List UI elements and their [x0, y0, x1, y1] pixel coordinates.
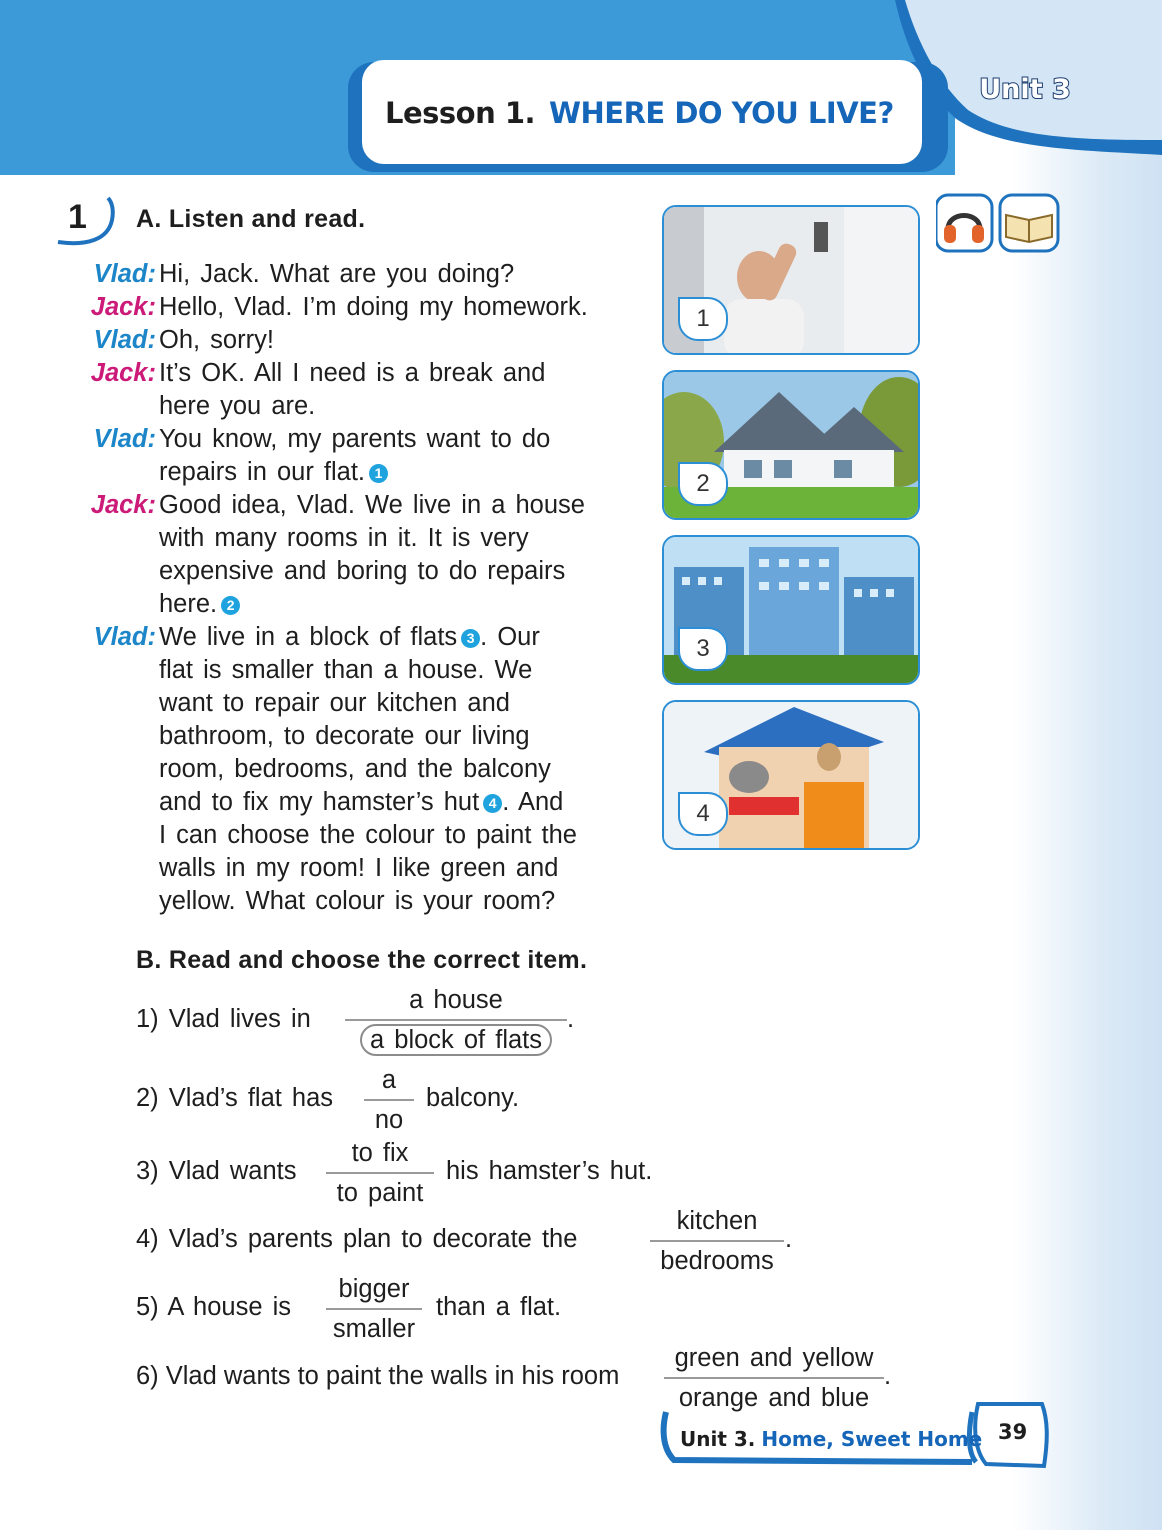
speech-text — [159, 456, 658, 489]
speech-text: flat is smaller than a house. We — [159, 656, 533, 684]
speech-fragment: repairs in our flat. — [159, 458, 366, 486]
page-number: 39 — [998, 1420, 1028, 1444]
choice-bottom[interactable]: bedrooms — [660, 1247, 774, 1275]
choice-top[interactable]: bigger — [338, 1275, 410, 1303]
picture-marker-2: 2 — [221, 596, 240, 615]
question-2-choices[interactable] — [364, 1066, 414, 1135]
speech-text: yellow. What colour is your room? — [159, 887, 556, 915]
choice-divider — [650, 1240, 784, 1242]
choice-top[interactable]: a house — [409, 986, 503, 1014]
speech-fragment: . And — [502, 788, 564, 816]
speech-text — [159, 621, 658, 654]
choice-divider — [364, 1099, 414, 1101]
question-2-text: 2) Vlad’s flat has — [136, 1084, 334, 1112]
choice-bottom[interactable]: smaller — [332, 1315, 416, 1343]
choice-bottom[interactable]: no — [374, 1106, 404, 1134]
speech-text — [159, 786, 658, 819]
photo-hamster-hut — [662, 700, 920, 850]
speech-text: expensive and boring to do repairs — [159, 557, 566, 585]
speech-text: room, bedrooms, and the balcony — [159, 755, 551, 783]
part-b-label: B. Read and choose the correct item. — [136, 946, 588, 974]
choice-divider — [326, 1172, 434, 1174]
choice-divider — [326, 1308, 422, 1310]
question-1-text: 1) Vlad lives in — [136, 1005, 311, 1033]
exercise-number-text: 1 — [68, 198, 87, 236]
choice-divider — [345, 1019, 567, 1021]
choice-bottom-circled[interactable] — [345, 1026, 567, 1055]
speaker-jack: Jack: — [90, 491, 156, 519]
lesson-title — [385, 96, 894, 130]
question-3-choices[interactable] — [326, 1139, 434, 1208]
question-6-choices[interactable] — [664, 1344, 884, 1413]
speech-text: You know, my parents want to do — [159, 425, 551, 453]
photo-number: 4 — [678, 792, 728, 836]
speech-fragment: . Our — [480, 623, 540, 651]
dialogue — [78, 258, 658, 918]
lesson-name: WHERE DO YOU LIVE? — [549, 96, 894, 130]
question-4-after: . — [785, 1225, 793, 1253]
speech-text: want to repair our kitchen and — [159, 689, 510, 717]
question-5-text: 5) A house is — [136, 1293, 292, 1321]
exercise-number-arc — [56, 196, 126, 252]
photo-house — [662, 370, 920, 520]
question-2-after: balcony. — [426, 1084, 520, 1112]
picture-marker-1: 1 — [369, 464, 388, 483]
question-6-after: . — [884, 1362, 892, 1390]
question-4-choices[interactable] — [650, 1207, 784, 1276]
lesson-number: Lesson 1. — [385, 96, 536, 130]
photo-number: 3 — [678, 627, 728, 671]
speech-text: with many rooms in it. It is very — [159, 524, 529, 552]
dialogue-line — [78, 291, 658, 324]
photo-repairs — [662, 205, 920, 355]
question-5-after: than a flat. — [436, 1293, 562, 1321]
photo-block-of-flats — [662, 535, 920, 685]
speech-fragment: and to fix my hamster’s hut — [159, 788, 480, 816]
speech-text: I can choose the colour to paint the — [159, 821, 577, 849]
dialogue-line — [78, 621, 658, 918]
part-a-label: A. Listen and read. — [136, 205, 366, 233]
footer-unit: Unit 3. — [680, 1427, 756, 1451]
speaker-vlad: Vlad: — [93, 623, 156, 651]
speech-text: Oh, sorry! — [159, 326, 274, 354]
dialogue-line — [78, 258, 658, 291]
headphones-icon[interactable] — [936, 195, 992, 251]
speech-text: It’s OK. All I need is a break and — [159, 359, 546, 387]
circled-answer: a block of flats — [360, 1024, 552, 1056]
speech-fragment: We live in a block of flats — [159, 623, 458, 651]
dialogue-line — [78, 423, 658, 489]
speech-text: here you are. — [159, 392, 316, 420]
choice-bottom[interactable]: orange and blue — [678, 1384, 870, 1412]
speaker-vlad: Vlad: — [93, 425, 156, 453]
dialogue-line — [78, 357, 658, 423]
question-4-text: 4) Vlad’s parents plan to decorate the — [136, 1225, 578, 1253]
choice-top[interactable]: green and yellow — [674, 1344, 874, 1372]
footer-unit-title — [680, 1427, 982, 1451]
picture-marker-3: 3 — [461, 629, 480, 648]
question-1-choices[interactable] — [345, 986, 567, 1055]
speaker-jack: Jack: — [90, 359, 156, 387]
speech-fragment: here. — [159, 590, 218, 618]
choice-top[interactable]: kitchen — [676, 1207, 758, 1235]
speech-text: Good idea, Vlad. We live in a house — [159, 491, 585, 519]
open-book-icon[interactable] — [1000, 195, 1058, 251]
picture-marker-4: 4 — [483, 794, 502, 813]
footer-title: Home, Sweet Home — [761, 1427, 983, 1451]
speaker-vlad: Vlad: — [93, 260, 156, 288]
speech-text: bathroom, to decorate our living — [159, 722, 530, 750]
speaker-vlad: Vlad: — [93, 326, 156, 354]
media-icons — [936, 193, 1060, 255]
photo-number: 2 — [678, 462, 728, 506]
speaker-jack: Jack: — [90, 293, 156, 321]
question-6-text: 6) Vlad wants to paint the walls in his room — [136, 1362, 620, 1390]
speech-text — [159, 588, 658, 621]
speech-text: Hi, Jack. What are you doing? — [159, 260, 515, 288]
exercise-number — [56, 196, 126, 252]
choice-divider — [664, 1377, 884, 1379]
question-5-choices[interactable] — [326, 1275, 422, 1344]
choice-bottom[interactable]: to paint — [336, 1179, 424, 1207]
question-3-text: 3) Vlad wants — [136, 1157, 297, 1185]
photo-number: 1 — [678, 297, 728, 341]
speech-text: Hello, Vlad. I’m doing my homework. — [159, 293, 588, 321]
question-3-after: his hamster’s hut. — [446, 1157, 653, 1185]
choice-top[interactable]: a — [381, 1066, 397, 1094]
question-1-after: . — [567, 1005, 575, 1033]
choice-top[interactable]: to fix — [351, 1139, 409, 1167]
dialogue-line — [78, 489, 658, 621]
dialogue-line — [78, 324, 658, 357]
unit-badge: Unit 3 — [979, 74, 1071, 105]
speech-text: walls in my room! I like green and — [159, 854, 559, 882]
